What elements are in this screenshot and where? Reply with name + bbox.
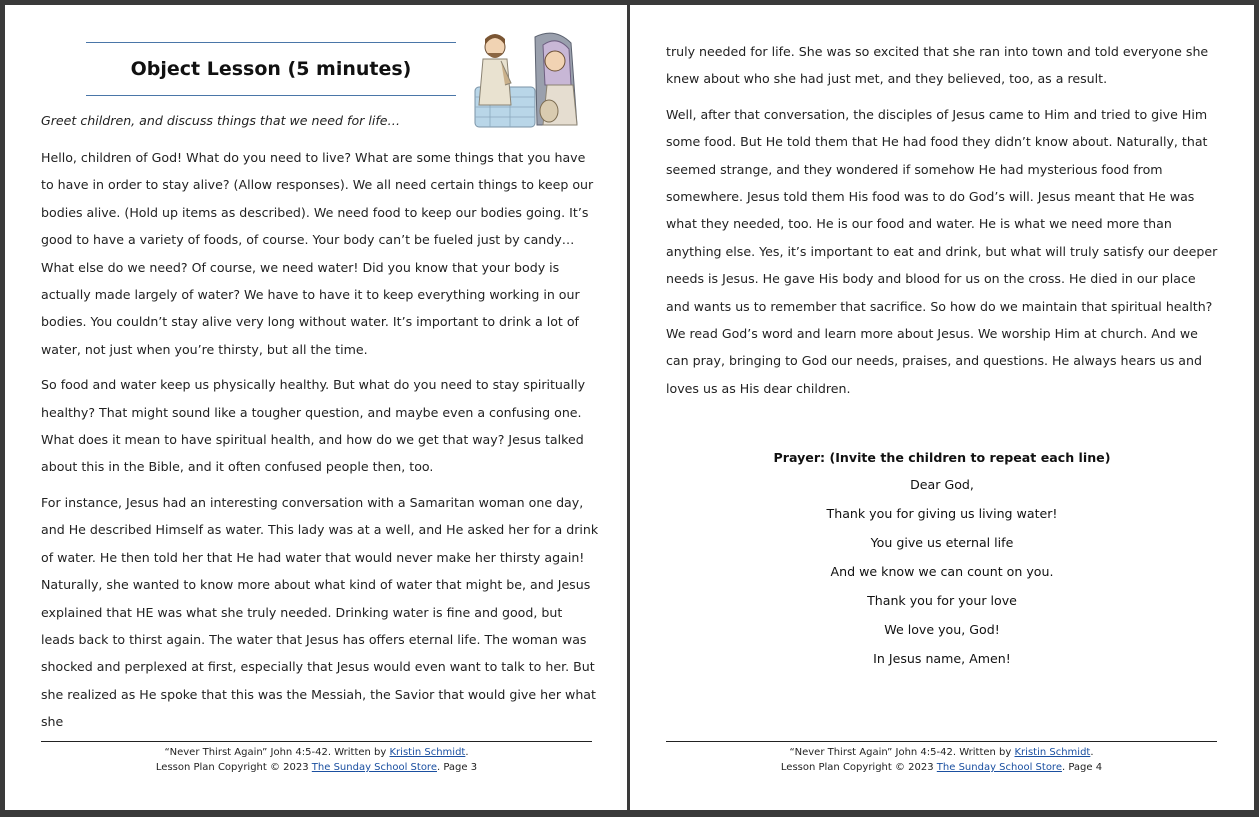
footer-citation: “Never Thirst Again” John 4:5-42. Written by [789,747,1015,758]
paragraph: So food and water keep us physically healthy. But what do you need to stay spiritually healthy? That might sound like a tougher question, and maybe even a confusing one. What does it mean to have spiritual health, and how do we get that way? Jesus talked about this in the Bible, and it often confused people then, too. [41,377,586,475]
page-number: . Page 4 [1061,762,1103,773]
prayer-line: Dear God, [910,477,974,492]
store-link[interactable]: The Sunday School Store [936,762,1062,773]
footer-citation: “Never Thirst Again” John 4:5-42. Written by [164,747,390,758]
footer-line-1 [666,745,1217,760]
author-link[interactable]: Kristin Schmidt [389,747,466,758]
paragraph: Hello, children of God! What do you need to live? What are some things that you have to have in order to stay alive? (Allow responses). We all need certain things to keep our bodies alive. (Hold up items as described). We need food to keep our bodies going. It’s good to have a variety of foods, of course. Your body can’t be fueled just by candy… What else do we need? Of course, we need water! Did you know that your body is actually made largely of water? We have to have it to keep everything working in our bodies. You couldn’t stay alive very long without water. It’s important to drink a lot of water, not just when you’re thirsty, but all the time. [41,150,594,357]
footer-copyright: Lesson Plan Copyright © 2023 [155,762,312,773]
author-link[interactable]: Kristin Schmidt [1014,747,1091,758]
prayer-line: And we know we can count on you. [830,564,1054,579]
prayer-line: Thank you for giving us living water! [826,506,1058,521]
page-4 [630,5,1254,810]
prayer-section [630,450,1254,678]
page-number: . Page 3 [436,762,478,773]
lesson-body [666,38,1218,410]
footer-line-1 [41,745,592,760]
lesson-body [41,144,599,744]
paragraph: truly needed for life. She was so excited that she ran into town and told everyone she knew about who she had just met, and they believed, too, as a result. [666,44,1209,87]
footer-copyright: Lesson Plan Copyright © 2023 [780,762,937,773]
page-3 [5,5,627,810]
prayer-line: We love you, God! [884,622,1000,637]
page-title: Object Lesson (5 minutes) [130,58,412,80]
intro-instruction: Greet children, and discuss things that we need for life… [41,113,401,128]
footer-punct: . [465,747,469,758]
prayer-line: Thank you for your love [867,593,1017,608]
page-footer [41,741,592,775]
paragraph: Well, after that conversation, the disciples of Jesus came to Him and tried to give Him some food. But He told them that He had food they didn’t know about. Naturally, that seemed strange, and they wondered if somehow He had mysterious food from somewhere. Jesus told them His food was to do God’s will. Jesus meant that He was what they needed, too. He is our food and water. He is what we need more than anything else. Yes, it’s important to eat and drink, but what will truly satisfy our deeper needs is Jesus. He gave His body and blood for us on the cross. He died in our place and wants us to remember that sacrifice. So how do we maintain that spiritual health? We read God’s word and learn more about Jesus. We worship Him at church. And we can pray, bringing to God our needs, praises, and questions. He always hears us and loves us as His dear children. [666,106,1218,396]
footer-line-2 [666,760,1217,775]
title-block [86,42,456,96]
store-link[interactable]: The Sunday School Store [311,762,437,773]
prayer-heading: Prayer: (Invite the children to repeat each line) [773,450,1111,465]
prayer-line: In Jesus name, Amen! [873,651,1011,666]
footer-punct: . [1090,747,1094,758]
page-footer [666,741,1217,775]
prayer-line: You give us eternal life [870,535,1014,550]
footer-line-2 [41,760,592,775]
paragraph: For instance, Jesus had an interesting conversation with a Samaritan woman one day, and He described Himself as water. This lady was at a well, and He asked her for a drink of water. He then told her that He had water that would never make her thirsty again! Naturally, she wanted to know more about what kind of water that might be, and Jesus explained that HE was what she truly needed. Drinking water is fine and good, but leads back to thirst again. The water that Jesus has offers eternal life. The woman was shocked and perplexed at first, especially that Jesus would even want to talk to her. But she realized as He spoke that this was the Messiah, the Savior that would give her what she [41,494,599,730]
